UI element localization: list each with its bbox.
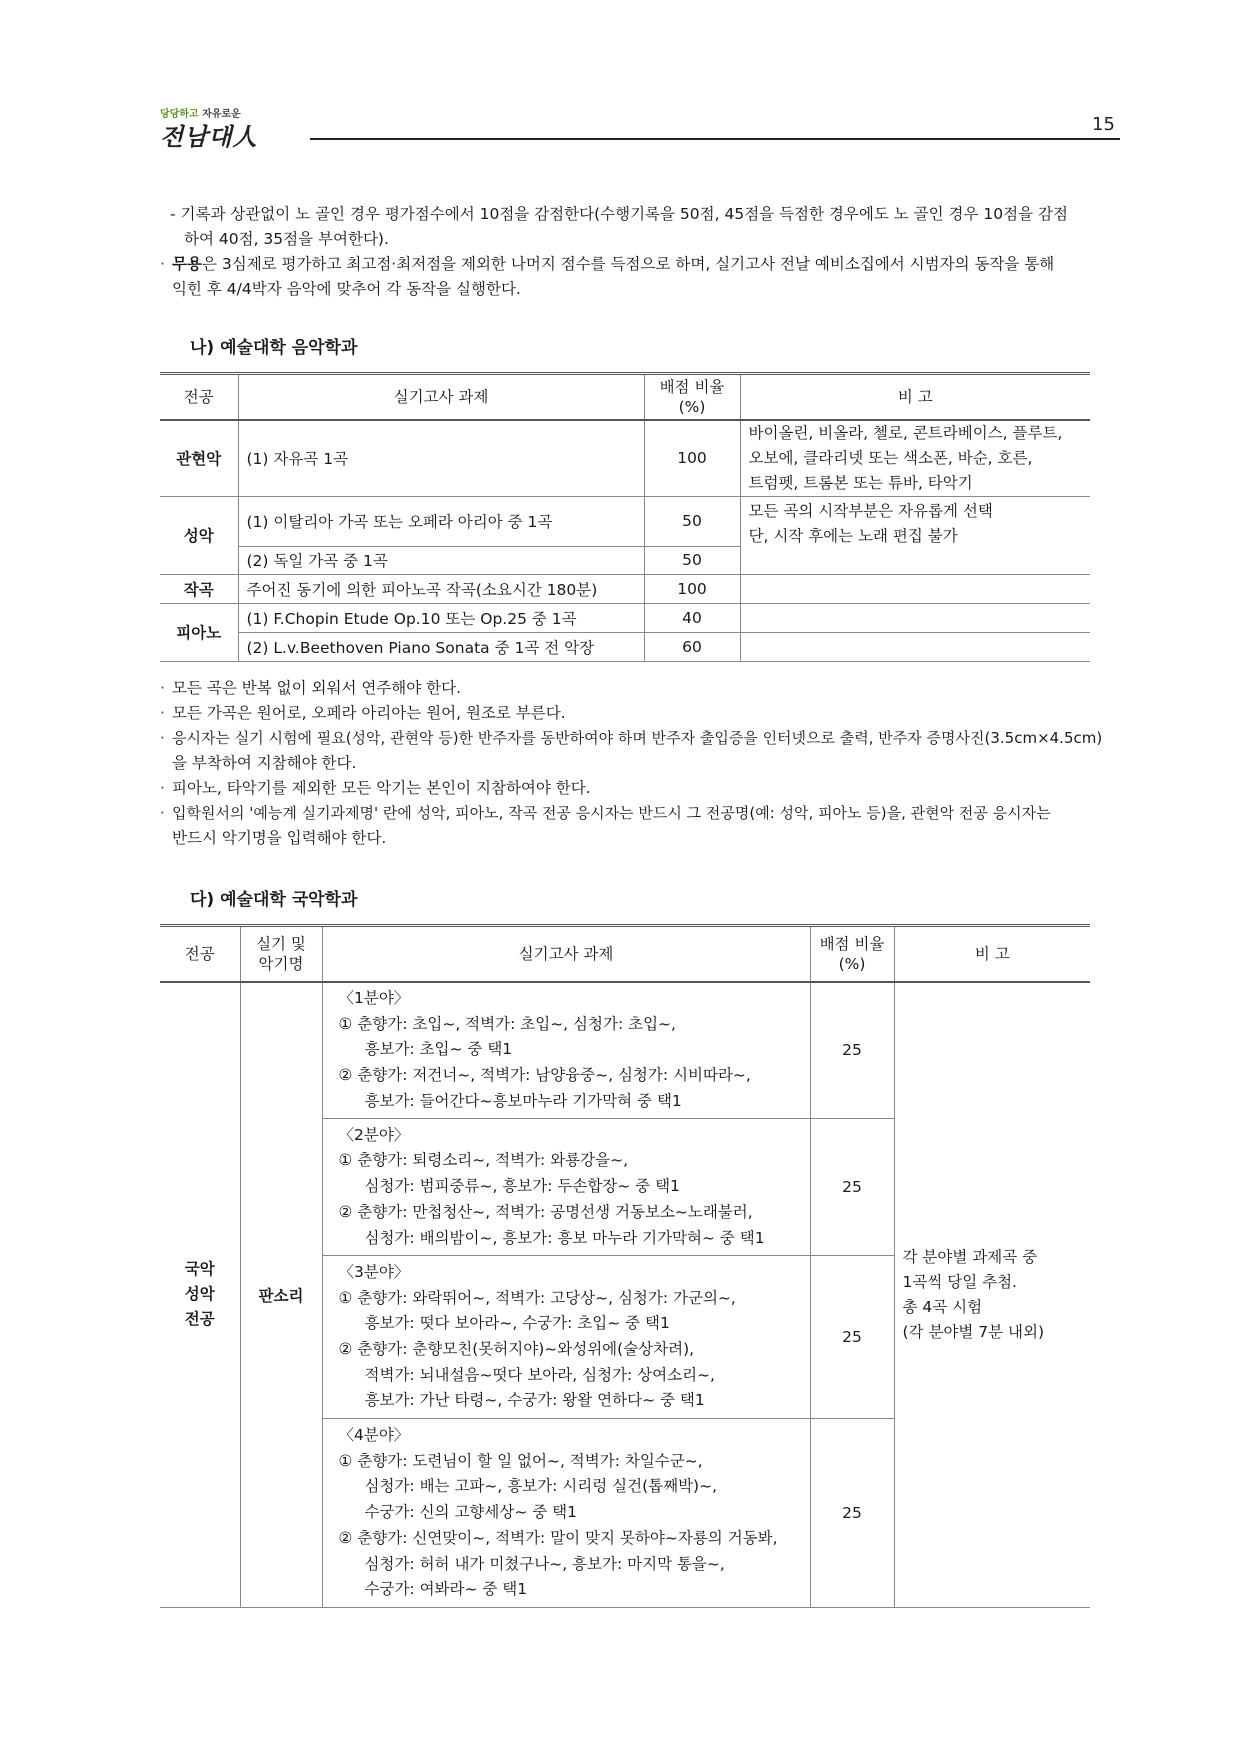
task-line: ① 춘향가: 와락뛰어~, 적벽가: 고당상~, 심청가: 가군의~, (338, 1288, 736, 1307)
part-heading: 〈1분야〉 (338, 988, 410, 1007)
task-cell: (2) 독일 가곡 중 1곡 (238, 546, 644, 574)
th-ratio (644, 374, 740, 420)
ratio-cell: 100 (644, 420, 740, 497)
intro-line-1: - 기록과 상관없이 노 골인 경우 평가점수에서 10점을 감점한다(수행기록을 50점, 45점을 득점한 경우에도 노 골인 경우 10점을 감점 (170, 205, 1068, 223)
task-line: ① 춘향가: 도련님이 할 일 없어~, 적벽가: 차일수군~, (338, 1451, 703, 1470)
th-ratio-2: (%) (678, 397, 706, 416)
table-row (160, 420, 1090, 497)
task-line: ② 춘향가: 만첩청산~, 적벽가: 공명선생 거동보소~노래불러, (338, 1202, 753, 1221)
note-line: 단, 시작 후에는 노래 편집 불가 (748, 526, 958, 545)
note-line: 각 분야별 과제곡 중 (902, 1247, 1038, 1266)
note-cell (740, 496, 1090, 574)
part-heading: 〈3분야〉 (338, 1262, 410, 1281)
intro-line-2: 하여 40점, 35점을 부여한다). (184, 230, 389, 248)
task-line: ② 춘향가: 신연맞이~, 적벽가: 말이 맞지 못하야~자룡의 거동봐, (338, 1528, 778, 1547)
table-row (160, 574, 1090, 603)
instrument-cell: 판소리 (240, 982, 322, 1608)
major-line: 국악 (184, 1260, 215, 1279)
task-line: 수궁가: 여봐라~ 중 택1 (364, 1580, 528, 1599)
music-table (160, 372, 1090, 662)
header-rule (310, 138, 1120, 140)
music-note-continued: 을 부착하여 지참해야 한다. (172, 754, 357, 772)
ratio-cell: 25 (810, 982, 894, 1119)
dance-note: · 무용은 3심제로 평가하고 최고점·최저점을 제외한 나머지 점수를 득점으로 하며, 실기고사 전날 예비소집에서 시범자의 동작을 통해 (160, 255, 1055, 273)
th-ratio-1: 배점 비율 (819, 934, 885, 953)
task-cell (322, 1119, 810, 1256)
task-cell (322, 1419, 810, 1608)
table-row (160, 982, 1090, 1119)
table-row (160, 496, 1090, 546)
music-table-header (160, 374, 1090, 420)
task-line: ② 춘향가: 춘향모친(못허지야)~와성위에(술상차려), (338, 1340, 695, 1358)
ratio-cell: 25 (810, 1119, 894, 1256)
major-line: 성악 (184, 1285, 215, 1304)
task-line: 흥보가: 가난 타령~, 수궁가: 왕왈 연하다~ 중 택1 (364, 1391, 705, 1410)
th-note: 비 고 (894, 926, 1090, 982)
note-cell (740, 603, 1090, 632)
task-cell: (1) 자유곡 1곡 (238, 420, 644, 497)
page-number: 15 (1092, 114, 1115, 135)
task-line: ② 춘향가: 저건너~, 적벽가: 남양융중~, 심청가: 시비따라~, (338, 1066, 751, 1085)
logo-tagline-1: 당당하고 (160, 109, 199, 120)
music-notes (160, 676, 1103, 851)
music-note: · 입학원서의 '예능계 실기과제명' 란에 성악, 피아노, 작곡 전공 응시자는 반드시 그 전공명(예: 성악, 피아노 등)을, 관현악 전공 응시자는 (160, 804, 1051, 822)
task-cell (322, 1256, 810, 1419)
music-note-text: 피아노, 타악기를 제외한 모든 악기는 본인이 지참하여야 한다. (172, 779, 591, 797)
task-line: ① 춘향가: 초입~, 적벽가: 초입~, 심청가: 초입~, (338, 1014, 676, 1033)
task-line: 흥보가: 들어간다~흥보마누라 기가막혀 중 택1 (364, 1091, 682, 1110)
ratio-cell: 100 (644, 574, 740, 603)
logo-tagline-2: 자유로운 (202, 109, 241, 120)
task-line: 심청가: 배는 고파~, 흥보가: 시리렁 실건(톱째박)~, (364, 1477, 718, 1496)
music-note: · 응시자는 실기 시험에 필요(성악, 관현악 등)한 반주자를 동반하여야 하며 반주자 출입증을 인터넷으로 출력, 반주자 증명사진(3.5cm×4.5cm) (160, 729, 1103, 747)
note-cell (740, 632, 1090, 661)
music-note-text: 모든 곡은 반복 없이 외워서 연주해야 한다. (172, 679, 462, 697)
music-note: · 피아노, 타악기를 제외한 모든 악기는 본인이 지참하여야 한다. (160, 779, 591, 797)
ratio-cell: 60 (644, 632, 740, 661)
th-inst-1: 실기 및 (256, 934, 306, 953)
major-cell: 관현악 (160, 420, 238, 497)
task-line: 심청가: 범피중류~, 흥보가: 두손합장~ 중 택1 (364, 1177, 680, 1196)
th-major: 전공 (160, 926, 240, 982)
note-line: 1곡씩 당일 추첨. (902, 1272, 1017, 1291)
task-cell (322, 982, 810, 1119)
dance-text: 은 3심제로 평가하고 최고점·최저점을 제외한 나머지 점수를 득점으로 하며, 실기고사 전날 예비소집에서 시범자의 동작을 통해 (201, 255, 1055, 273)
th-major: 전공 (160, 374, 238, 420)
task-line: 심청가: 배의밤이~, 흥보가: 흥보 마누라 기가막혀~ 중 택1 (364, 1228, 765, 1247)
music-note-text: 입학원서의 '예능계 실기과제명' 란에 성악, 피아노, 작곡 전공 응시자는 반드시 그 전공명(예: 성악, 피아노 등)을, 관현악 전공 응시자는 (172, 804, 1051, 822)
note-line: 총 4곡 시험 (902, 1297, 983, 1316)
ratio-cell: 25 (810, 1256, 894, 1419)
major-cell: 성악 (160, 496, 238, 574)
task-line: 적벽가: 뇌내설음~떳다 보아라, 심청가: 상여소리~, (364, 1365, 715, 1384)
intro-block (160, 202, 1090, 302)
note-line: 트럼펫, 트롬본 또는 튜바, 타악기 (748, 473, 973, 492)
music-note-text: 모든 가곡은 원어로, 오페라 아리아는 원어, 원조로 부른다. (172, 704, 566, 722)
ratio-cell: 40 (644, 603, 740, 632)
dance-note-line-2: 익힌 후 4/4박자 음악에 맞추어 각 동작을 실행한다. (172, 280, 521, 298)
task-line: 심청가: 허허 내가 미쳤구나~, 흥보가: 마지막 통을~, (364, 1554, 725, 1573)
music-note-continued: 반드시 악기명을 입력해야 한다. (172, 829, 387, 847)
task-line: ① 춘향가: 퇴령소리~, 적벽가: 와룡강을~, (338, 1151, 628, 1170)
gugak-table (160, 924, 1090, 1608)
task-line: 흥보가: 떳다 보아라~, 수궁가: 초입~ 중 택1 (364, 1314, 670, 1333)
note-line: 바이올린, 비올라, 첼로, 콘트라베이스, 플루트, (748, 423, 1063, 442)
th-ratio-1: 배점 비율 (659, 377, 725, 396)
note-line: 오보에, 클라리넷 또는 색소폰, 바순, 호른, (748, 448, 1033, 467)
logo-main: 전남대人 (160, 123, 258, 151)
part-heading: 〈2분야〉 (338, 1125, 410, 1144)
th-ratio-2: (%) (838, 954, 866, 973)
th-instrument (240, 926, 322, 982)
music-note: · 모든 곡은 반복 없이 외워서 연주해야 한다. (160, 679, 462, 697)
task-cell: 주어진 동기에 의한 피아노곡 작곡(소요시간 180분) (238, 574, 644, 603)
th-inst-2: 악기명 (258, 954, 304, 973)
task-cell: (1) 이탈리아 가곡 또는 오페라 아리아 중 1곡 (238, 496, 644, 546)
ratio-cell: 50 (644, 496, 740, 546)
th-task: 실기고사 과제 (322, 926, 810, 982)
table-row (160, 603, 1090, 632)
note-cell (740, 574, 1090, 603)
task-line: 수궁가: 신의 고향세상~ 중 택1 (364, 1503, 577, 1522)
task-cell: (2) L.v.Beethoven Piano Sonata 중 1곡 전 악장 (238, 632, 644, 661)
major-cell: 피아노 (160, 603, 238, 661)
th-task: 실기고사 과제 (238, 374, 644, 420)
music-note: · 모든 가곡은 원어로, 오페라 아리아는 원어, 원조로 부른다. (160, 704, 566, 722)
ratio-cell: 50 (644, 546, 740, 574)
ratio-cell: 25 (810, 1419, 894, 1608)
th-ratio (810, 926, 894, 982)
note-line: (각 분야별 7분 내외) (902, 1322, 1045, 1341)
note-cell (740, 420, 1090, 497)
gugak-table-header (160, 926, 1090, 982)
note-cell (894, 982, 1090, 1608)
major-line: 전공 (184, 1310, 215, 1329)
table-row (160, 632, 1090, 661)
task-cell: (1) F.Chopin Etude Op.10 또는 Op.25 중 1곡 (238, 603, 644, 632)
th-note: 비 고 (740, 374, 1090, 420)
major-cell: 작곡 (160, 574, 238, 603)
major-cell (160, 982, 240, 1608)
part-heading: 〈4분야〉 (338, 1426, 410, 1445)
music-section-title: 나) 예술대학 음악학과 (190, 338, 358, 358)
header-logo (160, 105, 290, 155)
gugak-section-title: 다) 예술대학 국악학과 (190, 890, 358, 910)
dance-bold: 무용 (172, 255, 202, 273)
task-line: 흥보가: 초입~ 중 택1 (364, 1040, 513, 1059)
music-note-text: 응시자는 실기 시험에 필요(성악, 관현악 등)한 반주자를 동반하여야 하며 반주자 출입증을 인터넷으로 출력, 반주자 증명사진(3.5cm×4.5cm) (172, 729, 1103, 747)
note-line: 모든 곡의 시작부분은 자유롭게 선택 (748, 501, 993, 520)
